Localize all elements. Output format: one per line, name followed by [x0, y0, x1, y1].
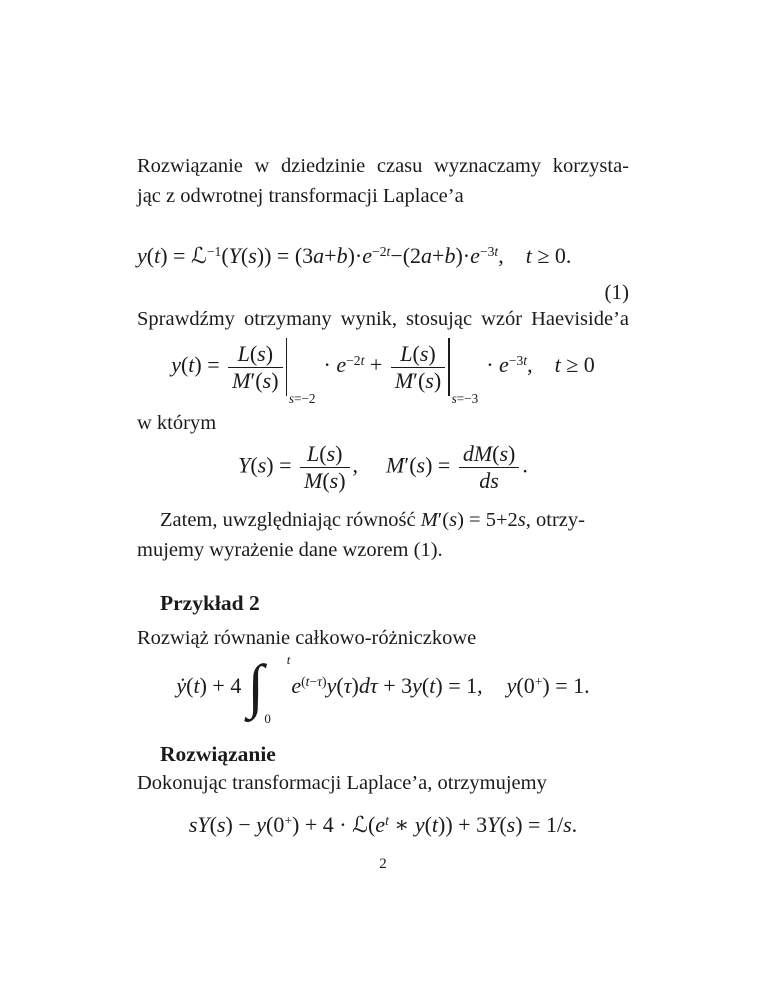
math-token: b: [336, 243, 348, 268]
math-token: s: [326, 441, 336, 466]
math-token: ): [508, 441, 516, 466]
example-2-heading: Przykład 2: [160, 591, 260, 615]
math-token: )) + 3: [438, 812, 488, 837]
math-token: [509, 354, 527, 368]
math-token: +: [432, 243, 445, 268]
math-token: (: [412, 340, 420, 366]
paragraph-1-line-1: Rozwiązanie w dziedzinie czasu wyznaczamy korzysta-: [137, 155, 629, 177]
math-token: −2: [346, 352, 361, 368]
math-token: , otrzy-: [525, 509, 585, 531]
math-token: =−3: [456, 390, 479, 406]
math-token: e: [362, 243, 373, 268]
math-token: t: [360, 352, 365, 368]
math-token: t: [431, 812, 439, 837]
math-token: ,: [527, 352, 533, 378]
math-token: ) =: [266, 452, 297, 478]
math-token: dM: [462, 441, 493, 466]
equation-integral: [137, 652, 629, 726]
math-token: s: [517, 509, 526, 531]
math-token: M: [420, 509, 438, 531]
math-token: ): [351, 673, 359, 699]
math-token: s: [257, 452, 267, 478]
paragraph-dokonujac: Dokonując transformacji Laplace’a, otrzymujemy: [137, 772, 547, 794]
math-token: a: [313, 243, 325, 268]
math-token: t: [429, 673, 436, 699]
math-token: ) =: [425, 452, 456, 478]
equation-1: [137, 243, 629, 268]
page-number: 2: [379, 856, 387, 872]
math-token: ): [433, 367, 442, 393]
math-token: t: [494, 243, 499, 259]
math-token: ) = 1/: [515, 812, 564, 837]
math-token: t: [523, 352, 528, 368]
math-token: .: [571, 812, 578, 837]
math-token: =−2: [294, 390, 316, 406]
math-token: y: [506, 673, 517, 699]
math-token: t: [385, 812, 389, 828]
math-token: (: [319, 441, 327, 466]
math-token: ) −: [225, 812, 257, 837]
math-token: e: [336, 352, 347, 378]
math-token: [346, 354, 364, 368]
math-token: Y: [238, 452, 251, 478]
math-token: ′(: [404, 452, 417, 478]
math-token: (: [221, 243, 229, 268]
math-token: [391, 341, 445, 394]
math-token: s: [262, 367, 272, 393]
math-token: ′(: [413, 367, 426, 393]
math-token: [228, 341, 282, 394]
math-token: t: [188, 352, 195, 378]
math-token: (0: [516, 673, 535, 699]
paragraph-w-ktorym: w którym: [137, 412, 217, 434]
math-token: ds: [479, 468, 499, 493]
math-token: a: [421, 243, 433, 268]
math-token: [391, 367, 445, 394]
math-token: ∗: [388, 812, 415, 837]
math-token: .: [522, 452, 528, 478]
math-token: L: [307, 441, 320, 466]
math-token: t: [154, 243, 161, 268]
math-token: (: [499, 812, 507, 837]
math-token: (: [146, 243, 155, 268]
math-token: y: [326, 673, 337, 699]
math-token: (: [492, 441, 500, 466]
paragraph-1-line-2: jąc z odwrotnej transformacji Laplace’a: [137, 185, 464, 207]
math-token: s: [419, 340, 429, 366]
equation-heaviside: [137, 338, 629, 406]
math-token: e: [470, 243, 480, 268]
math-token: t: [286, 652, 291, 667]
math-token: ≥ 0.: [531, 243, 572, 268]
math-token: [459, 467, 520, 494]
math-token: ,: [498, 243, 504, 268]
math-token: [247, 652, 291, 726]
math-token: (0: [266, 812, 285, 837]
math-token: [289, 392, 316, 405]
math-token: e: [291, 673, 302, 699]
math-token: ): [338, 468, 346, 493]
math-token: y: [414, 812, 425, 837]
math-token: t: [525, 243, 532, 268]
math-token: τ: [317, 673, 323, 689]
math-token: −3: [508, 352, 524, 368]
math-token: [228, 367, 282, 394]
math-token: + 3: [377, 673, 413, 699]
math-token: s: [216, 812, 226, 837]
math-token: ): [271, 367, 279, 393]
math-token: M: [386, 452, 405, 478]
math-token: ) + 4: [199, 673, 242, 699]
math-token: ′(: [250, 367, 263, 393]
math-token: t: [193, 673, 200, 699]
math-token: t: [554, 352, 561, 378]
math-token: ) =: [160, 243, 191, 268]
math-token: s: [451, 390, 457, 406]
math-token: t: [305, 673, 310, 689]
math-token: M: [394, 367, 414, 393]
math-token: ′(: [437, 509, 450, 531]
math-token: −2: [372, 243, 387, 259]
math-token: [480, 245, 498, 259]
math-token: dτ: [358, 673, 378, 699]
math-token: ẏ: [176, 673, 187, 699]
math-token: M: [232, 367, 251, 393]
math-token: ): [428, 340, 436, 366]
math-token: [300, 441, 350, 494]
math-token: t: [386, 243, 391, 259]
math-token: [286, 338, 316, 406]
paragraph-zatem-line-1: [137, 506, 629, 534]
math-token: e: [375, 812, 386, 837]
math-token: ℒ: [190, 243, 207, 268]
math-token: ) = 1.: [542, 673, 590, 699]
math-token: [535, 675, 543, 689]
math-token: [286, 338, 287, 396]
equation-ys-ms: [137, 441, 629, 494]
math-token: s: [288, 390, 295, 406]
math-token: ): [322, 673, 327, 689]
math-token: +: [284, 812, 293, 828]
math-token: [459, 441, 520, 494]
math-token: s: [449, 509, 458, 531]
math-token: b: [444, 243, 456, 268]
math-token: [284, 814, 292, 828]
math-token: L: [400, 340, 413, 366]
paragraph-sprawdzmy: Sprawdźmy otrzymany wynik, stosując wzór Haeviside’a: [137, 308, 629, 330]
math-token: ) = 5+2: [457, 509, 518, 531]
math-token: +: [324, 243, 337, 268]
math-token: (: [424, 812, 432, 837]
math-token: τ: [343, 673, 352, 699]
math-token: s: [499, 441, 509, 466]
math-token: ·: [323, 352, 337, 378]
math-token: Y: [228, 243, 241, 268]
math-token: ·: [486, 352, 500, 378]
math-token: s: [506, 812, 516, 837]
math-token: [300, 467, 350, 494]
paragraph-rozwiaz: Rozwiąż równanie całkowo-różniczkowe: [137, 627, 477, 649]
math-token: [372, 245, 390, 259]
math-token: [448, 338, 479, 406]
math-token: +: [364, 352, 388, 378]
math-token: ) = 1,: [435, 673, 483, 699]
math-token: L: [237, 340, 250, 366]
math-token: ,: [352, 452, 359, 478]
math-token: [228, 341, 282, 367]
math-token: s: [563, 812, 572, 837]
math-token: M: [304, 468, 323, 493]
math-token: s: [257, 340, 266, 366]
math-token: [391, 341, 445, 367]
math-token: s: [416, 452, 426, 478]
math-token: −3: [479, 243, 495, 259]
math-token: Y: [487, 812, 500, 837]
math-token: y: [171, 352, 181, 378]
math-token: Zatem, uwzględniając równość: [160, 509, 421, 531]
math-token: ) + 4 ·: [292, 812, 353, 837]
math-token: +: [534, 673, 543, 689]
paragraph-zatem-line-2: mujemy wyrażenie dane wzorem (1).: [137, 539, 443, 561]
math-token: (: [249, 340, 258, 366]
math-token: [452, 392, 479, 405]
math-token: s: [425, 367, 434, 393]
math-token: −(2: [390, 243, 422, 268]
math-token: [300, 441, 350, 467]
math-token: (: [322, 468, 330, 493]
math-token: y: [256, 812, 267, 837]
math-token: (: [186, 673, 194, 699]
math-token: (: [250, 452, 258, 478]
math-token: [264, 712, 271, 725]
math-token: −: [309, 673, 318, 689]
math-token: [287, 653, 291, 666]
math-token: (: [209, 812, 217, 837]
math-token: ∫: [247, 653, 264, 720]
math-token: ≥ 0: [560, 352, 595, 378]
math-token: (: [301, 673, 306, 689]
math-token: ): [335, 441, 343, 466]
math-token: (: [421, 673, 430, 699]
math-token: )·: [347, 243, 363, 268]
math-token: )·: [455, 243, 471, 268]
math-token: (: [336, 673, 344, 699]
math-token: [385, 814, 389, 828]
solution-heading: Rozwiązanie: [160, 742, 276, 766]
math-token: (: [240, 243, 249, 268]
math-token: −1: [206, 243, 222, 259]
math-token: ): [265, 340, 274, 366]
math-token: (: [180, 352, 189, 378]
math-token: [301, 675, 326, 689]
math-token: )) = (3: [256, 243, 314, 268]
math-token: e: [499, 352, 509, 378]
math-token: [448, 338, 449, 396]
math-token: s: [329, 468, 339, 493]
equation-final: [137, 812, 629, 837]
math-token: s: [248, 243, 257, 268]
math-token: (: [367, 812, 376, 837]
math-token: 0: [264, 711, 271, 726]
math-token: y: [412, 673, 422, 699]
math-token: ℒ: [352, 812, 368, 837]
math-token: y: [137, 243, 147, 268]
math-token: ) =: [194, 352, 226, 378]
equation-1-label: (1): [604, 280, 629, 304]
math-token: sY: [188, 812, 210, 837]
math-token: [207, 245, 222, 259]
math-token: [459, 441, 520, 467]
